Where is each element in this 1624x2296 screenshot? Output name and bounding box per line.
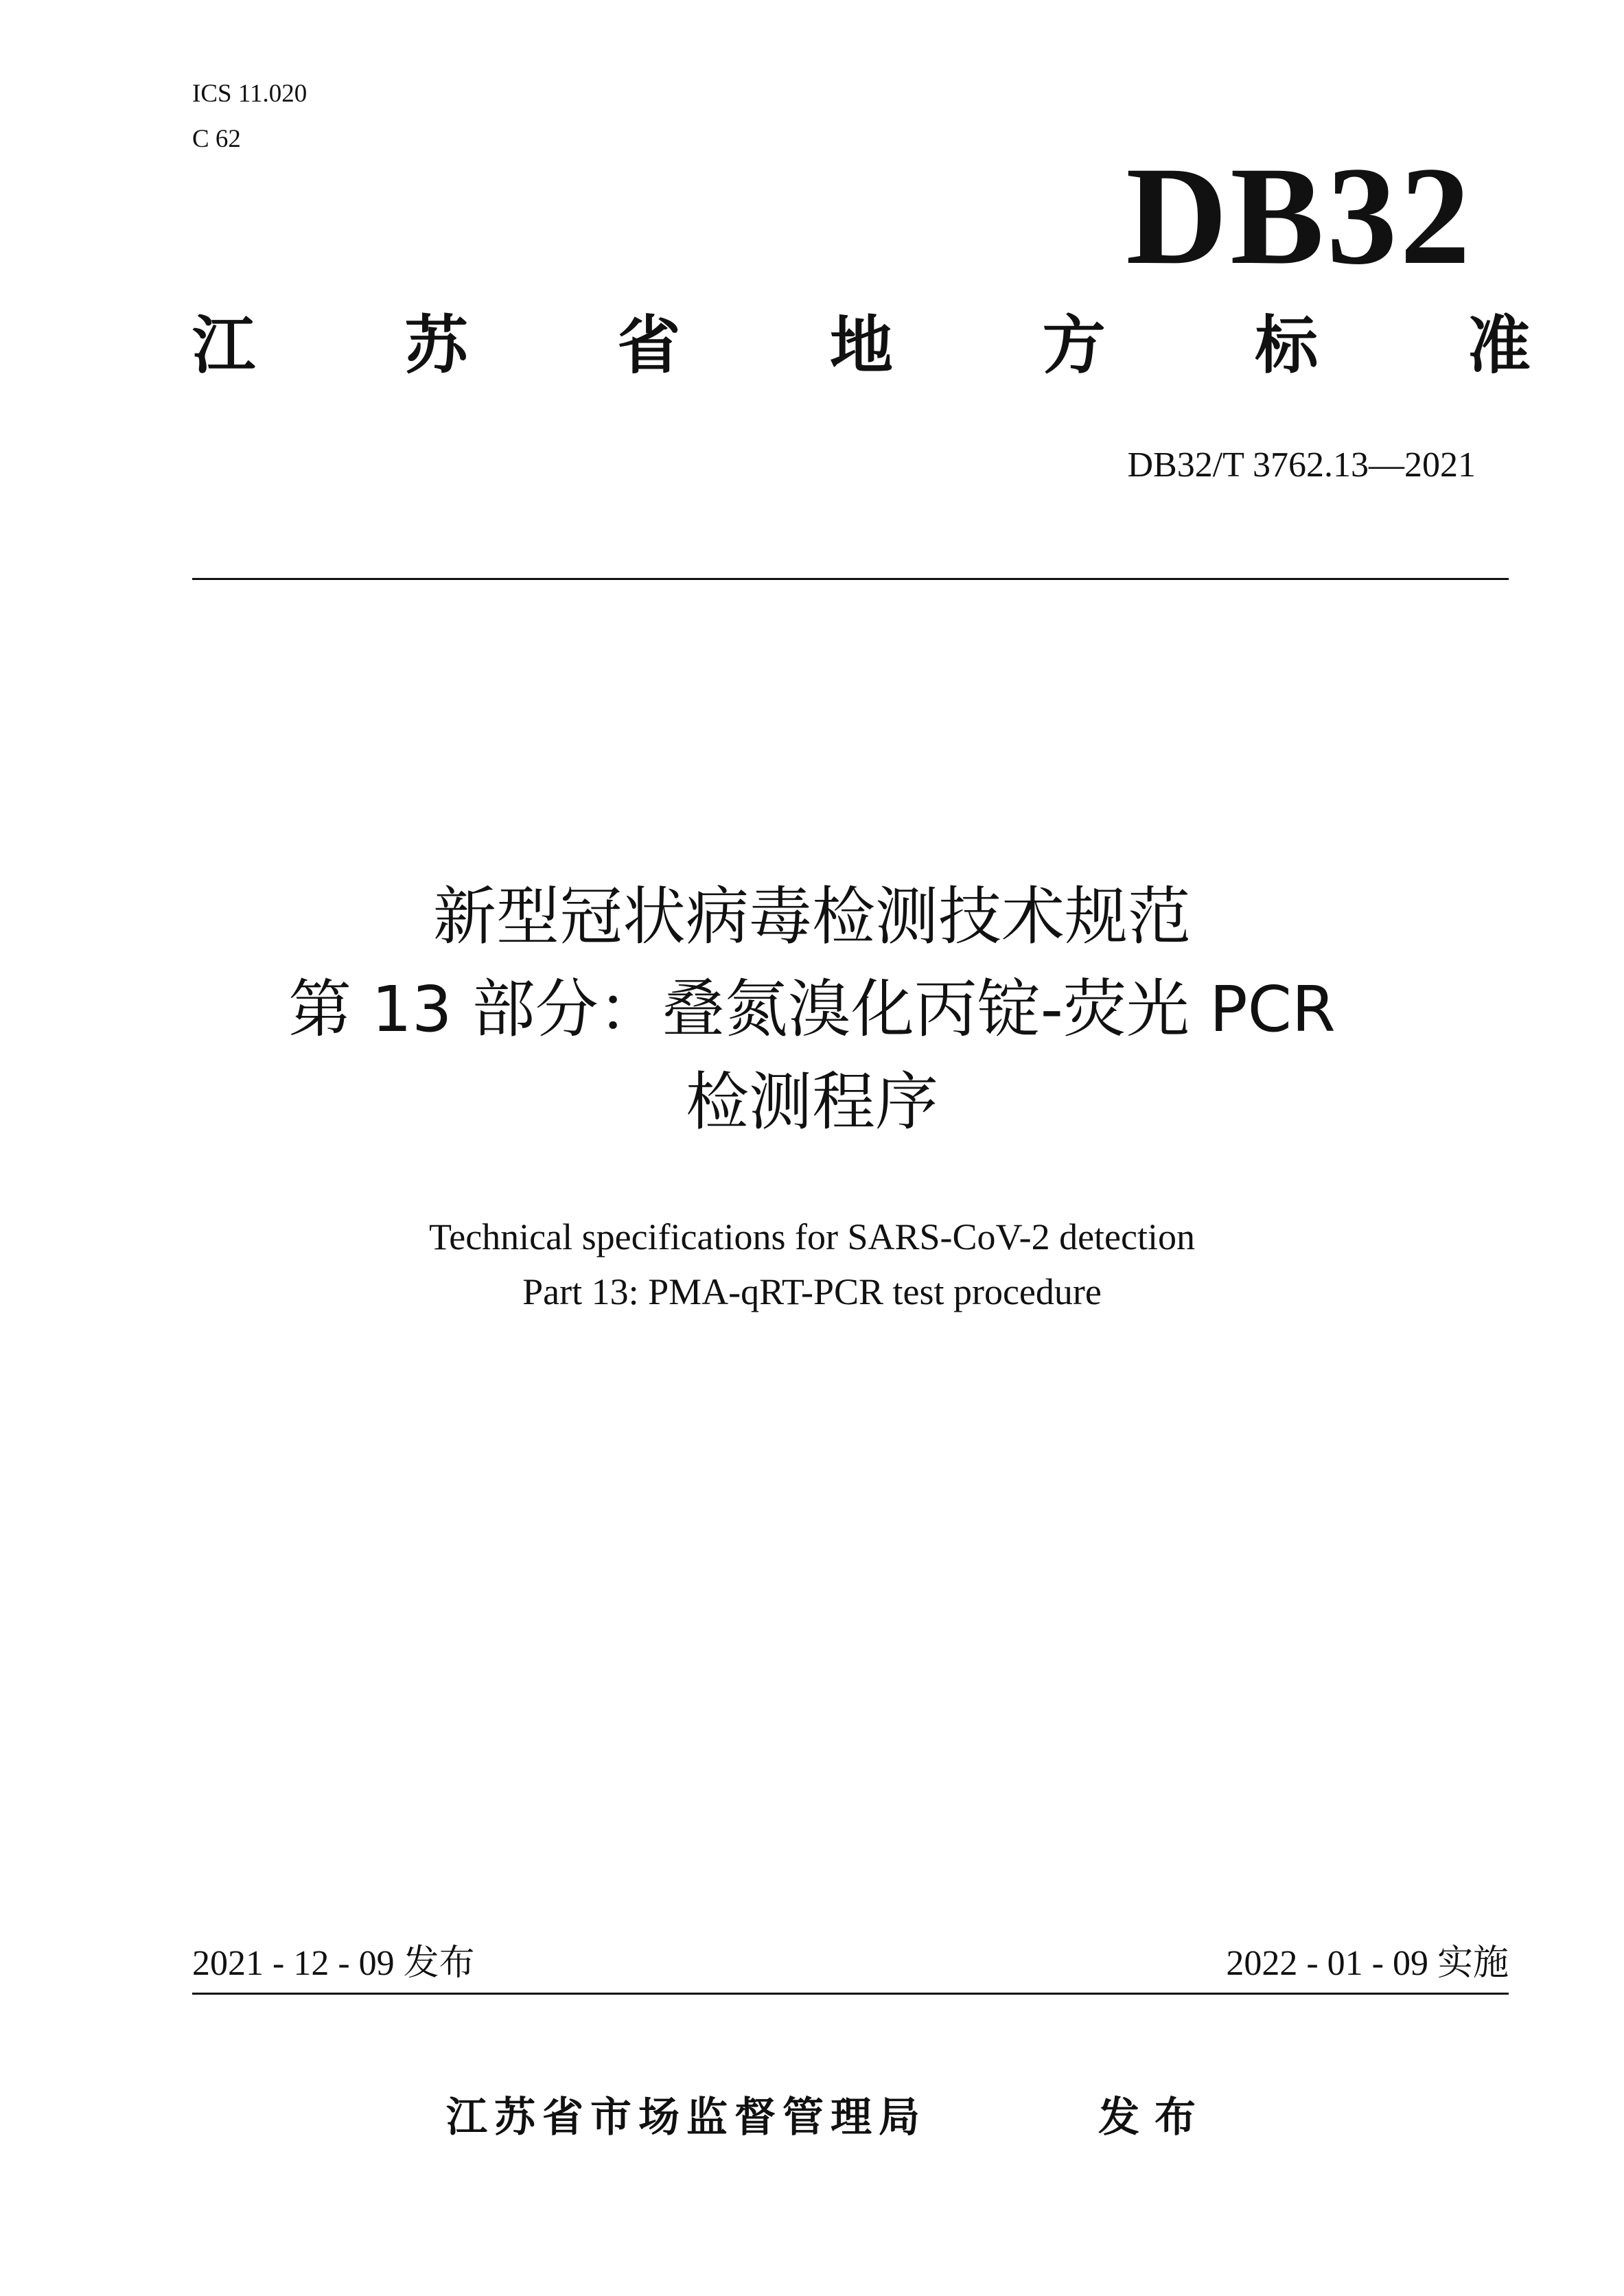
standard-type-char: 地 xyxy=(829,309,893,382)
implementation-date: 2022 - 01 - 09 实施 xyxy=(1226,1944,1509,1983)
chinese-title-line-1: 新型冠状病毒检测技术规范 xyxy=(432,880,1191,953)
standard-type-char: 苏 xyxy=(404,309,468,382)
standard-type-char: 省 xyxy=(617,309,681,382)
standard-type-char: 方 xyxy=(1042,309,1106,382)
chinese-title xyxy=(126,870,1498,1148)
english-title xyxy=(126,1209,1498,1319)
footer-divider xyxy=(192,1993,1509,1995)
english-title-line-2: Part 13: PMA-qRT-PCR test procedure xyxy=(522,1271,1102,1312)
db32-logo: DB32 xyxy=(1126,138,1473,294)
standard-type-char: 标 xyxy=(1255,309,1319,382)
ccs-code: C 62 xyxy=(192,125,241,153)
publish-label: 发布 xyxy=(1098,2094,1211,2142)
standard-number: DB32/T 3762.13—2021 xyxy=(1127,445,1476,485)
english-title-line-1: Technical specifications for SARS-CoV-2 detection xyxy=(429,1216,1195,1257)
header-divider xyxy=(192,578,1509,580)
ics-code: ICS 11.020 xyxy=(192,80,308,108)
chinese-title-line-2: 第 13 部分：叠氮溴化丙锭-荧光 PCR xyxy=(288,973,1336,1046)
issuing-authority: 江苏省市场监督管理局 xyxy=(446,2094,927,2142)
standard-type-char: 准 xyxy=(1467,309,1531,382)
issue-date: 2021 - 12 - 09 发布 xyxy=(192,1944,475,1983)
standard-type-heading xyxy=(192,309,1531,382)
chinese-title-line-3: 检测程序 xyxy=(685,1065,938,1139)
standard-type-char: 江 xyxy=(192,309,256,382)
